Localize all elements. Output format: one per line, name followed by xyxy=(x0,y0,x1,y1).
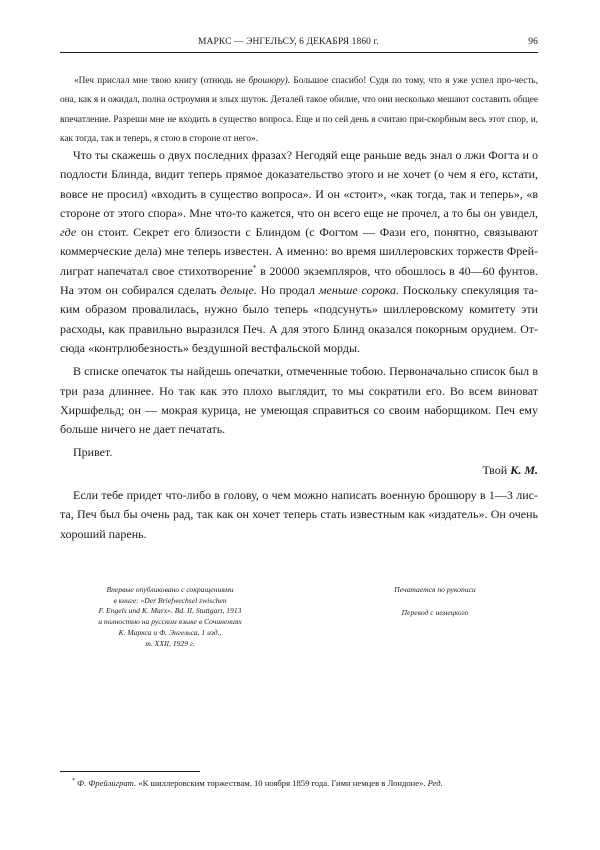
paragraph-2: В списке опечаток ты найдешь опечатки, отмеченные тобою. Первоначально список был в три раза длиннее. Но так как это плохо выглядит, то мы сократили его. Во всем виноват Хиршфельд; он — мокрая курица, не умеющая справиться со своим наборщиком. Печ ему больше ничего не дает печатать. xyxy=(60,364,538,437)
footnote-mark: * xyxy=(72,778,75,784)
header-rule xyxy=(60,52,538,53)
paragraph-1 xyxy=(60,146,538,358)
header-title: МАРКС — ЭНГЕЛЬСУ, 6 ДЕКАБРЯ 1860 г. xyxy=(198,37,379,47)
manuscript-note xyxy=(340,585,530,618)
publication-note-line: F. Engels und K. Marx». Bd. II, Stuttgart, 1913 xyxy=(98,606,242,616)
footnote-author: Ф. Фрейлиграт. xyxy=(75,778,137,788)
p1-text-4: Но продал xyxy=(256,283,319,298)
p1-text-3: в 20000 экземпляров, что обошлось в 40—60 фунтов. На этом он собирался сделать xyxy=(60,263,538,298)
p1-emphasis-3: меньше сорока. xyxy=(318,283,399,298)
greeting: Привет. xyxy=(73,445,113,460)
footnote xyxy=(72,777,542,789)
signature-name: К. М. xyxy=(510,462,538,477)
publication-note-line: в книге: «Der Briefwechsel zwischen xyxy=(113,595,227,605)
p1-emphasis-2: дельце. xyxy=(220,283,257,298)
translation-note: Перевод с немецкого xyxy=(401,607,469,617)
p1-text-1: Что ты скажешь о двух последних фразах? Негодяй еще раньше ведь знал о лжи Фогта и о подлости Блинда, видит теперь прямое доказательство этого и не хочет (о чем я его, кстати, вовсе не просил) «входить в существо вопроса». И он «стоит», «как тогда, так и теперь», «в стороне от этого спора». Мне что-то кажется, что он всего еще не прочел, а то бы он увидел, xyxy=(60,148,538,220)
paragraph-3: Если тебе придет что-либо в голову, о чем можно написать военную брошюру в 1—3 лис-та, Печ был бы очень рад, так как он хочет теперь стать известным как «издатель». Он очень хороший парень. xyxy=(60,488,538,541)
printed-from-manuscript: Печатается по рукописи xyxy=(394,585,476,594)
page-number: 96 xyxy=(528,37,538,47)
footnote-rule xyxy=(60,771,200,772)
signature-prefix: Твой xyxy=(482,462,511,477)
p1-text-2: он стоит. Секрет его близости с Блиндом (с Фогтом — Фази его, понятно, связывают коммерческие дела) мне теперь известен. А именно: во время шиллеровских торжеств Фрей-лиграт напечатал свое стихотворение xyxy=(60,225,538,278)
publication-note-line: т. XXII, 1929 г. xyxy=(145,638,195,648)
publication-note-line: К. Маркса и Ф. Энгельса, 1 изд., xyxy=(118,627,222,637)
letter-body xyxy=(60,146,538,548)
signature xyxy=(60,461,538,480)
publication-note-line: и полностью на русском языке в Сочинениях xyxy=(98,617,242,627)
publication-note-line: Впервые опубликовано с сокращениями xyxy=(106,585,234,594)
p1-text-5: Поскольку спекуляция та-ким образом провалилась, нужно было теперь «подсунуть» шиллеровскому комитету эти расходы, как правильно выразился Печ. А для этого Блинд оказался покорным орудием. От-сюда «контрлюбезность» бездушной вестфальской морды. xyxy=(60,283,539,355)
running-header xyxy=(60,37,538,51)
footnote-reference[interactable]: * xyxy=(252,263,257,272)
p1-emphasis-1: где xyxy=(60,225,77,240)
quote-emphasis: брошюру). xyxy=(248,76,291,86)
quote-text-2: Большое спасибо! Судя по тому, что я уже успел про-честь, она, как я и ожидал, полна остроумия и злых шуток. Деталей такое обилие, что они несколько мешают составить общее впечатление. Разреши мне не входить в существо вопроса. Еще и по сей день я считаю при-скорбным весь этот спор, и, как тогда, так и теперь, я стою в стороне от него». xyxy=(60,76,538,145)
quoted-letter xyxy=(60,72,538,150)
footnote-editor-mark: Ред. xyxy=(425,778,443,788)
footnote-text: «К шиллеровским торжествам. 10 ноября 1859 года. Гимн немцев в Лондоне». xyxy=(136,778,426,788)
quote-text-1: «Печ прислал мне твою книгу (отнюдь не xyxy=(74,76,249,86)
publication-note xyxy=(70,585,270,649)
